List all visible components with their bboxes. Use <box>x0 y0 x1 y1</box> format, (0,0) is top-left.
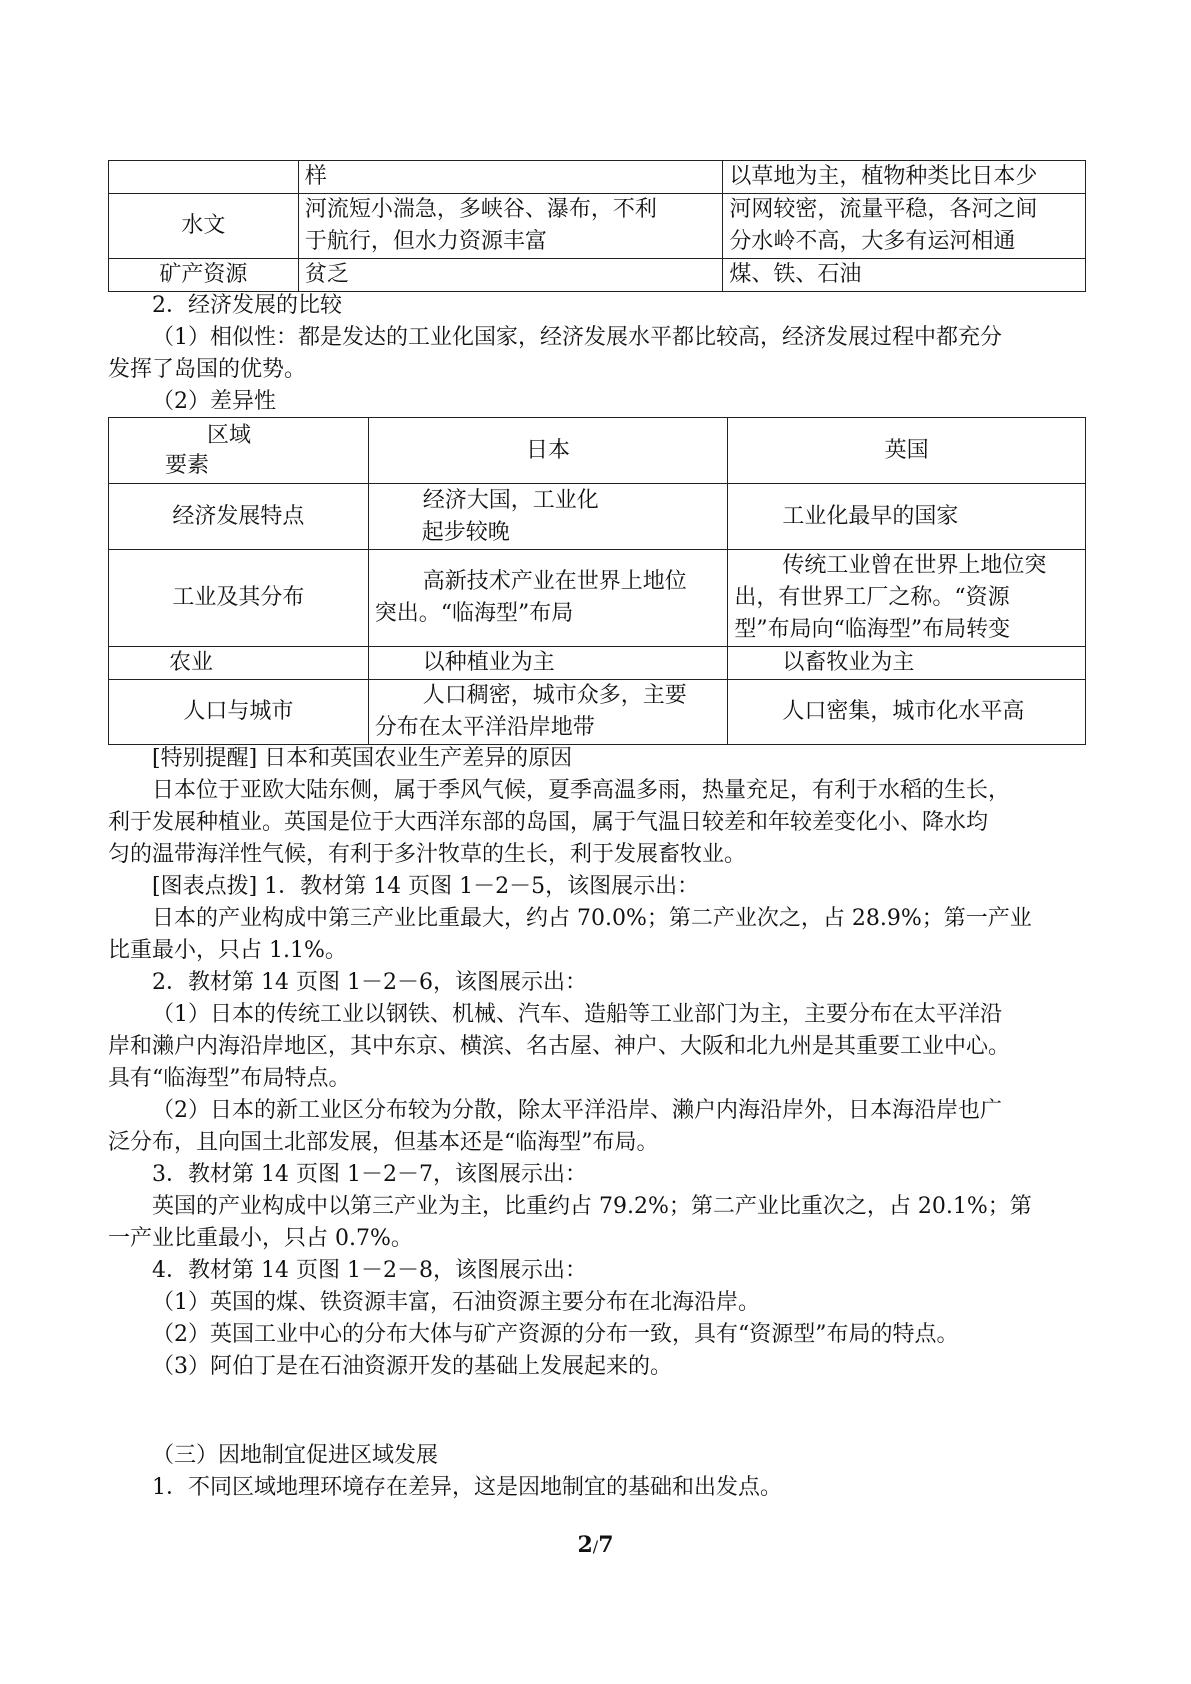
table-cell: 河流短小湍急，多峡谷、瀑布，不利 于航行，但水力资源丰富 <box>298 194 723 259</box>
note-heading: [图表点拨] 1．教材第 14 页图 1－2－5，该图展示出： <box>152 874 700 899</box>
table-cell: 贫乏 <box>298 259 723 292</box>
section-heading: （三）因地制宜促进区域发展 <box>152 1443 439 1468</box>
paragraph-line: 比重最小，只占 1.1%。 <box>108 938 347 963</box>
paragraph-line: 3．教材第 14 页图 1－2－7，该图展示出： <box>152 1162 587 1187</box>
table-cell: 河网较密，流量平稳，各河之间 分水岭不高，大多有运河相通 <box>723 194 1086 259</box>
paragraph-line: 1．不同区域地理环境存在差异，这是因地制宜的基础和出发点。 <box>152 1475 782 1500</box>
paragraph-line: （1）相似性：都是发达的工业化国家，经济发展水平都比较高，经济发展过程中都充分 <box>152 325 1002 350</box>
header-region: 区域 <box>207 423 252 448</box>
table-header-cell: 英国 <box>728 418 1086 484</box>
table-row <box>109 484 1086 550</box>
header-element: 要素 <box>165 453 210 478</box>
paragraph-line: 英国的产业构成中以第三产业为主，比重约占 79.2%；第二产业比重次之，占 20.1%；第 <box>152 1194 1032 1219</box>
table-cell: 工业化最早的国家 <box>728 484 1086 550</box>
table-cell: 经济发展特点 <box>109 484 369 550</box>
table-cell: 高新技术产业在世界上地位 突出。“临海型”布局 <box>368 550 728 647</box>
table-cell: 传统工业曾在世界上地位突 出，有世界工厂之称。“资源 型”布局向“临海型”布局转变 <box>728 550 1086 647</box>
paragraph-line: （2）英国工业中心的分布大体与矿产资源的分布一致，具有“资源型”布局的特点。 <box>152 1322 959 1347</box>
paragraph-line: （1）日本的传统工业以钢铁、机械、汽车、造船等工业部门为主，主要分布在太平洋沿 <box>152 1002 1002 1027</box>
paragraph-line: 匀的温带海洋性气候，有利于多汁牧草的生长，利于发展畜牧业。 <box>108 842 747 867</box>
table-cell: 工业及其分布 <box>109 550 369 647</box>
note-heading: [特别提醒] 日本和英国农业生产差异的原因 <box>152 746 573 771</box>
table-cell: 以草地为主，植物种类比日本少 <box>723 161 1086 194</box>
paragraph-line: 一产业比重最小，只占 0.7%。 <box>108 1226 413 1251</box>
table-header-cell <box>109 418 369 484</box>
table-cell: 煤、铁、石油 <box>723 259 1086 292</box>
paragraph-line: （3）阿伯丁是在石油资源开发的基础上发展起来的。 <box>152 1354 672 1379</box>
table-row <box>109 418 1086 484</box>
paragraph-line: 4．教材第 14 页图 1－2－8，该图展示出： <box>152 1258 587 1283</box>
table-cell: 人口稠密，城市众多，主要 分布在太平洋沿岸地带 <box>368 680 728 745</box>
table-cell: 水文 <box>109 194 299 259</box>
paragraph-line: 发挥了岛国的优势。 <box>108 357 307 382</box>
table-cell <box>109 161 299 194</box>
table-row <box>109 550 1086 647</box>
geography-comparison-table <box>108 160 1086 292</box>
paragraph-line: 岸和濑户内海沿岸地区，其中东京、横滨、名古屋、神户、大阪和北九州是其重要工业中心。 <box>108 1034 1011 1059</box>
page-number: 2/7 <box>577 1532 614 1558</box>
paragraph-line: 日本的产业构成中第三产业比重最大，约占 70.0%；第二产业次之，占 28.9%；第一产业 <box>152 906 1032 931</box>
table-row <box>109 161 1086 194</box>
table-cell: 样 <box>298 161 723 194</box>
table-cell: 以种植业为主 <box>368 647 728 680</box>
table-cell: 农业 <box>109 647 369 680</box>
table-row <box>109 680 1086 745</box>
table-row <box>109 259 1086 292</box>
table-cell: 以畜牧业为主 <box>728 647 1086 680</box>
economy-comparison-table <box>108 417 1086 745</box>
section-heading: （2）差异性 <box>152 389 276 414</box>
paragraph-line: （2）日本的新工业区分布较为分散，除太平洋沿岸、濑户内海沿岸外，日本海沿岸也广 <box>152 1098 1002 1123</box>
table-cell: 矿产资源 <box>109 259 299 292</box>
paragraph-line: 日本位于亚欧大陆东侧，属于季风气候，夏季高温多雨，热量充足，有利于水稻的生长， <box>152 778 1011 803</box>
table-row <box>109 647 1086 680</box>
table-header-cell: 日本 <box>368 418 728 484</box>
paragraph-line: 具有“临海型”布局特点。 <box>108 1066 351 1091</box>
table-cell: 经济大国，工业化 起步较晚 <box>368 484 728 550</box>
paragraph-line: 利于发展种植业。英国是位于大西洋东部的岛国，属于气温日较差和年较差变化小、降水均 <box>108 810 989 835</box>
paragraph-line: （1）英国的煤、铁资源丰富，石油资源主要分布在北海沿岸。 <box>152 1290 760 1315</box>
table-cell: 人口密集，城市化水平高 <box>728 680 1086 745</box>
paragraph-line: 泛分布，且向国土北部发展，但基本还是“临海型”布局。 <box>108 1130 659 1155</box>
table-row <box>109 194 1086 259</box>
section-heading: 2．经济发展的比较 <box>152 293 342 318</box>
paragraph-line: 2．教材第 14 页图 1－2－6，该图展示出： <box>152 970 587 995</box>
table-cell: 人口与城市 <box>109 680 369 745</box>
